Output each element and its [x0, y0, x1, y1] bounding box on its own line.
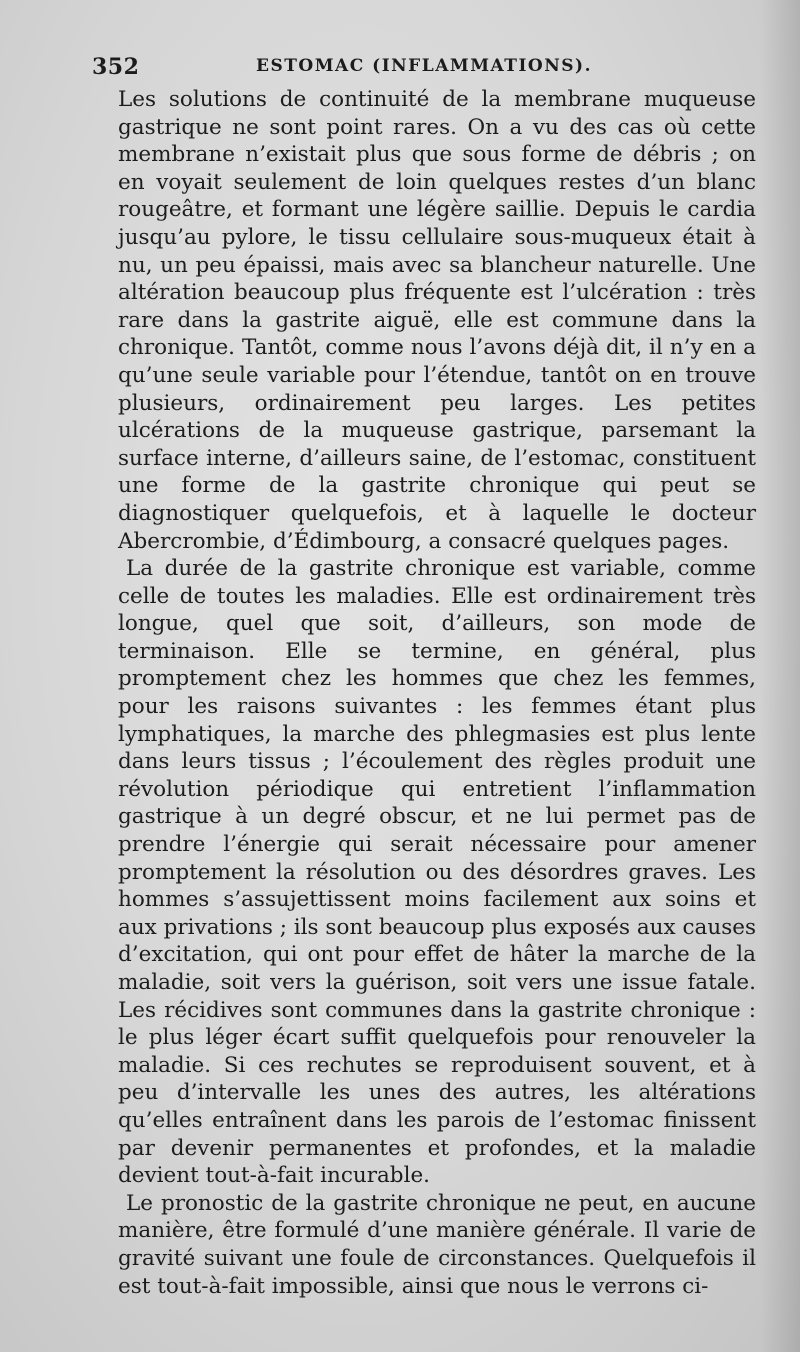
paragraph-pronostic: Le pronostic de la gastrite chronique ne peut, en aucune manière, être formulé d’une manière générale. Il varie de gravité suivant une foule de circonstances. Quelquefois il est tout-à-fait impossible, ainsi que nous le verrons ci-: [118, 1190, 756, 1299]
body-text: [118, 86, 756, 1300]
running-head: ESTOMAC (INFLAMMATIONS).: [256, 56, 592, 76]
paragraph-duree: La durée de la gastrite chronique est variable, comme celle de toutes les maladies. Elle est ordinairement très longue, quel que soit, d’ailleurs, son mode de terminaison. Elle se termine, en général, plus promptement chez les hommes que chez les femmes, pour les raisons suivantes : les femmes étant plus lymphatiques, la marche des phlegmasies est plus lente dans leurs tissus ; l’écoulement des règles produit une révolution périodique qui entretient l’inflammation gastrique à un degré obscur, et ne lui permet pas de prendre l’énergie qui serait nécessaire pour amener promptement la résolution ou des désordres graves. Les hommes s’assujettissent moins facilement aux soins et aux privations ; ils sont beaucoup plus exposés aux causes d’excitation, qui ont pour effet de hâter la marche de la maladie, soit vers la guérison, soit vers une issue fatale. Les récidives sont communes dans la gastrite chronique : le plus léger écart suffit quelquefois pour renouveler la maladie. Si ces rechutes se reproduisent souvent, et à peu d’intervalle les unes des autres, les altérations qu’elles entraînent dans les parois de l’estomac finissent par devenir permanentes et profondes, et la maladie devient tout-à-fait incurable.: [118, 556, 756, 1189]
page-number: 352: [92, 54, 140, 80]
page-edge-shadow: [760, 0, 800, 1352]
paragraph-ulceration: Les solutions de continuité de la membrane muqueuse gastrique ne sont point rares. On a vu des cas où cette membrane n’existait plus que sous forme de débris ; on en voyait seulement de loin quelques restes d’un blanc rougeâtre, et formant une légère saillie. Depuis le cardia jusqu’au pylore, le tissu cellulaire sous-muqueux était à nu, un peu épaissi, mais avec sa blancheur naturelle. Une altération beaucoup plus fréquente est l’ulcération : très rare dans la gastrite aiguë, elle est commune dans la chronique. Tantôt, comme nous l’avons déjà dit, il n’y en a qu’une seule variable pour l’étendue, tantôt on en trouve plusieurs, ordinairement peu larges. Les petites ulcérations de la muqueuse gastrique, parsemant la surface interne, d’ailleurs saine, de l’estomac, constituent une forme de la gastrite chronique qui peut se diagnostiquer quelquefois, et à laquelle le docteur Abercrombie, d’Édimbourg, a consacré quelques pages.: [118, 87, 756, 554]
page-header: [92, 54, 756, 84]
